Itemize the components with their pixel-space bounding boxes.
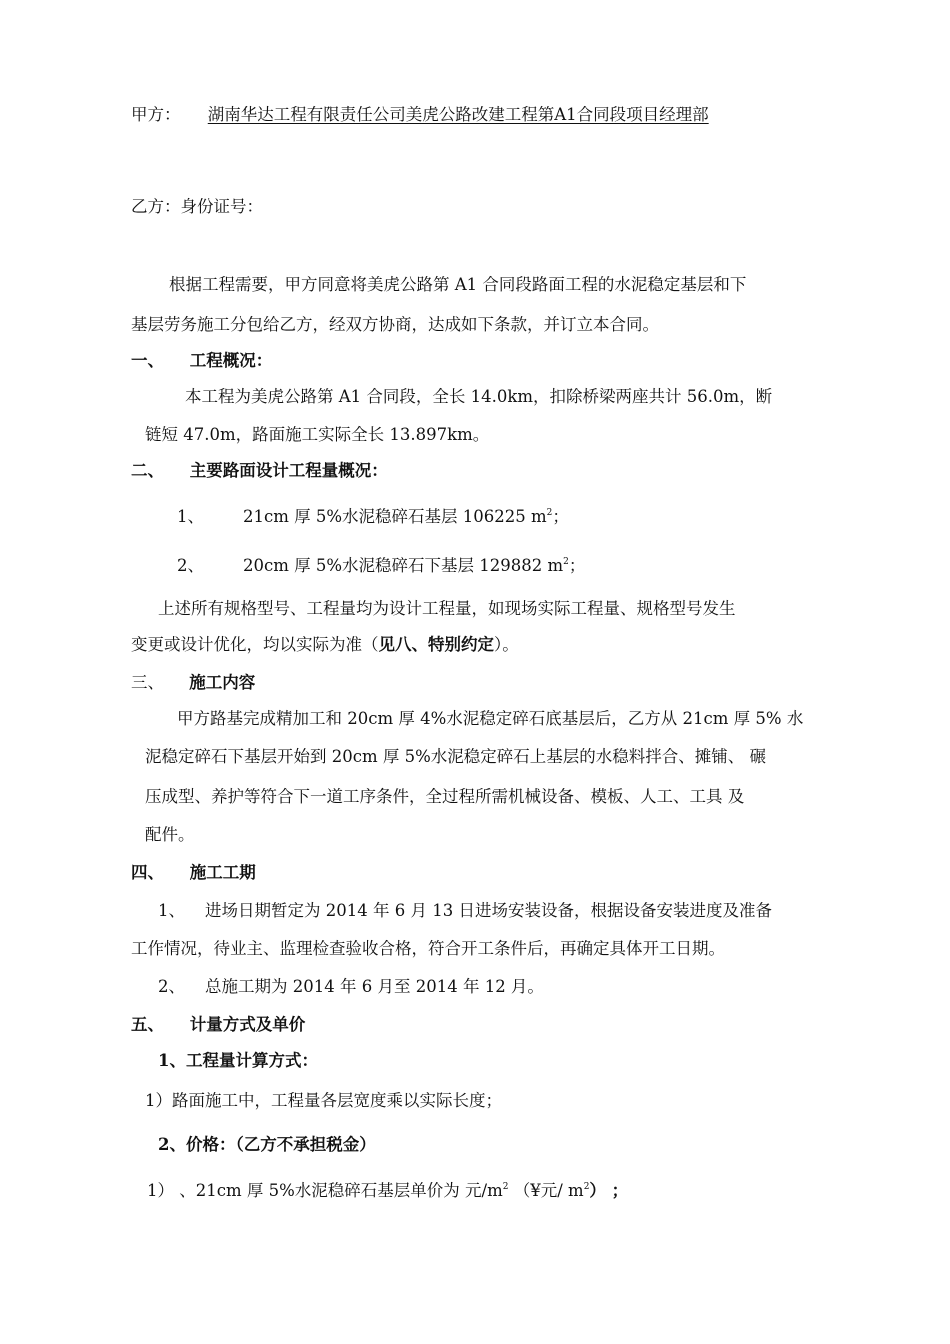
section-4-title: 施工工期 (189, 863, 256, 882)
s2-note-text: 变更或设计优化，均以实际为准（ (131, 635, 379, 654)
s2-item-1-text: 21cm 厚 5%水泥稳碎石基层 106225 m (243, 507, 547, 526)
s2-item-1-number: 1、 (177, 507, 204, 526)
section-3-number: 三、 (131, 673, 164, 692)
s4-item-1-number: 1、 (158, 901, 185, 920)
party-a-line (131, 104, 709, 126)
s4-item-2-text: 总施工期为 2014 年 6 月至 2014 年 12 月。 (205, 977, 544, 996)
s2-item-2-text: 20cm 厚 5%水泥稳碎石下基层 129882 m (243, 556, 564, 575)
s2-item-2-end: ； (568, 556, 586, 575)
s2-item-1-end: ； (552, 507, 569, 526)
s5-price-1-text: 1） 、21cm 厚 5%水泥稳碎石基层单价为 元/m (147, 1181, 503, 1200)
party-b-line: 乙方：身份证号： (131, 197, 263, 216)
s3-line-3: 压成型、养护等符合下一道工序条件，全过程所需机械设备、模板、人工、工具 及 (145, 787, 745, 806)
s5-price-1-end: ） ； (589, 1181, 629, 1200)
s1-line-1: 本工程为美虎公路第 A1 合同段，全长 14.0km，扣除桥梁两座共计 56.0m，断 (185, 387, 773, 406)
party-a-name: 湖南华达工程有限责任公司美虎公路改建工程第A1合同段项目经理部 (207, 105, 709, 124)
s2-item-2-sup: 2 (563, 557, 569, 567)
s5-sub-1-item: 1）路面施工中，工程量各层宽度乘以实际长度； (145, 1091, 502, 1110)
s5-sub-2: 2、价格：（乙方不承担税金） (158, 1135, 376, 1154)
s5-sub-1: 1、工程量计算方式： (158, 1051, 318, 1070)
s4-item-1-line-2: 工作情况，待业主、监理检查验收合格，符合开工条件后，再确定具体开工日期。 (131, 939, 725, 958)
s5-price-1-sup-1: 2 (502, 1182, 509, 1192)
s3-line-4: 配件。 (145, 825, 195, 844)
s2-note-line-2 (131, 634, 519, 656)
section-2-title: 主要路面设计工程量概况： (189, 461, 388, 480)
s2-note-line-1: 上述所有规格型号、工程量均为设计工程量，如现场实际工程量、规格型号发生 (158, 599, 736, 618)
s5-price-1-sup-2: 2 (583, 1182, 590, 1192)
section-3-title: 施工内容 (189, 673, 256, 692)
section-5-title: 计量方式及单价 (189, 1015, 306, 1034)
section-5-number: 五、 (131, 1015, 164, 1034)
s2-note-end: ）。 (494, 635, 519, 654)
section-4-heading (131, 862, 256, 884)
s5-price-1 (147, 1180, 628, 1202)
s2-item-2 (243, 555, 585, 577)
section-1-number: 一、 (131, 351, 164, 370)
intro-line-2: 基层劳务施工分包给乙方，经双方协商，达成如下条款，并订立本合同。 (131, 315, 659, 334)
section-1-heading (131, 350, 272, 372)
s2-item-1-sup: 2 (546, 508, 553, 518)
s4-item-1-line-1: 进场日期暂定为 2014 年 6 月 13 日进场安装设备，根据设备安装进度及准备 (205, 901, 772, 920)
s5-price-1-paren: （¥元/ m (508, 1181, 584, 1200)
s4-item-2-number: 2、 (158, 977, 185, 996)
party-a-label: 甲方： (131, 105, 181, 124)
s2-item-1 (243, 506, 569, 528)
section-4-number: 四、 (131, 863, 164, 882)
s1-line-2: 链短 47.0m，路面施工实际全长 13.897km。 (145, 425, 490, 444)
s2-note-bold: 见八、特别约定 (378, 635, 494, 654)
s2-item-2-number: 2、 (177, 556, 204, 575)
section-1-title: 工程概况： (189, 351, 273, 370)
intro-line-1: 根据工程需要，甲方同意将美虎公路第 A1 合同段路面工程的水泥稳定基层和下 (169, 275, 747, 294)
s3-line-1: 甲方路基完成精加工和 20cm 厚 4%水泥稳定碎石底基层后，乙方从 21cm 厚 5% 水 (177, 709, 804, 728)
section-3-heading (131, 672, 255, 694)
section-5-heading (131, 1014, 305, 1036)
section-2-number: 二、 (131, 461, 164, 480)
section-2-heading (131, 460, 388, 482)
s3-line-2: 泥稳定碎石下基层开始到 20cm 厚 5%水泥稳定碎石上基层的水稳料拌合、摊铺、 碾 (145, 747, 767, 766)
